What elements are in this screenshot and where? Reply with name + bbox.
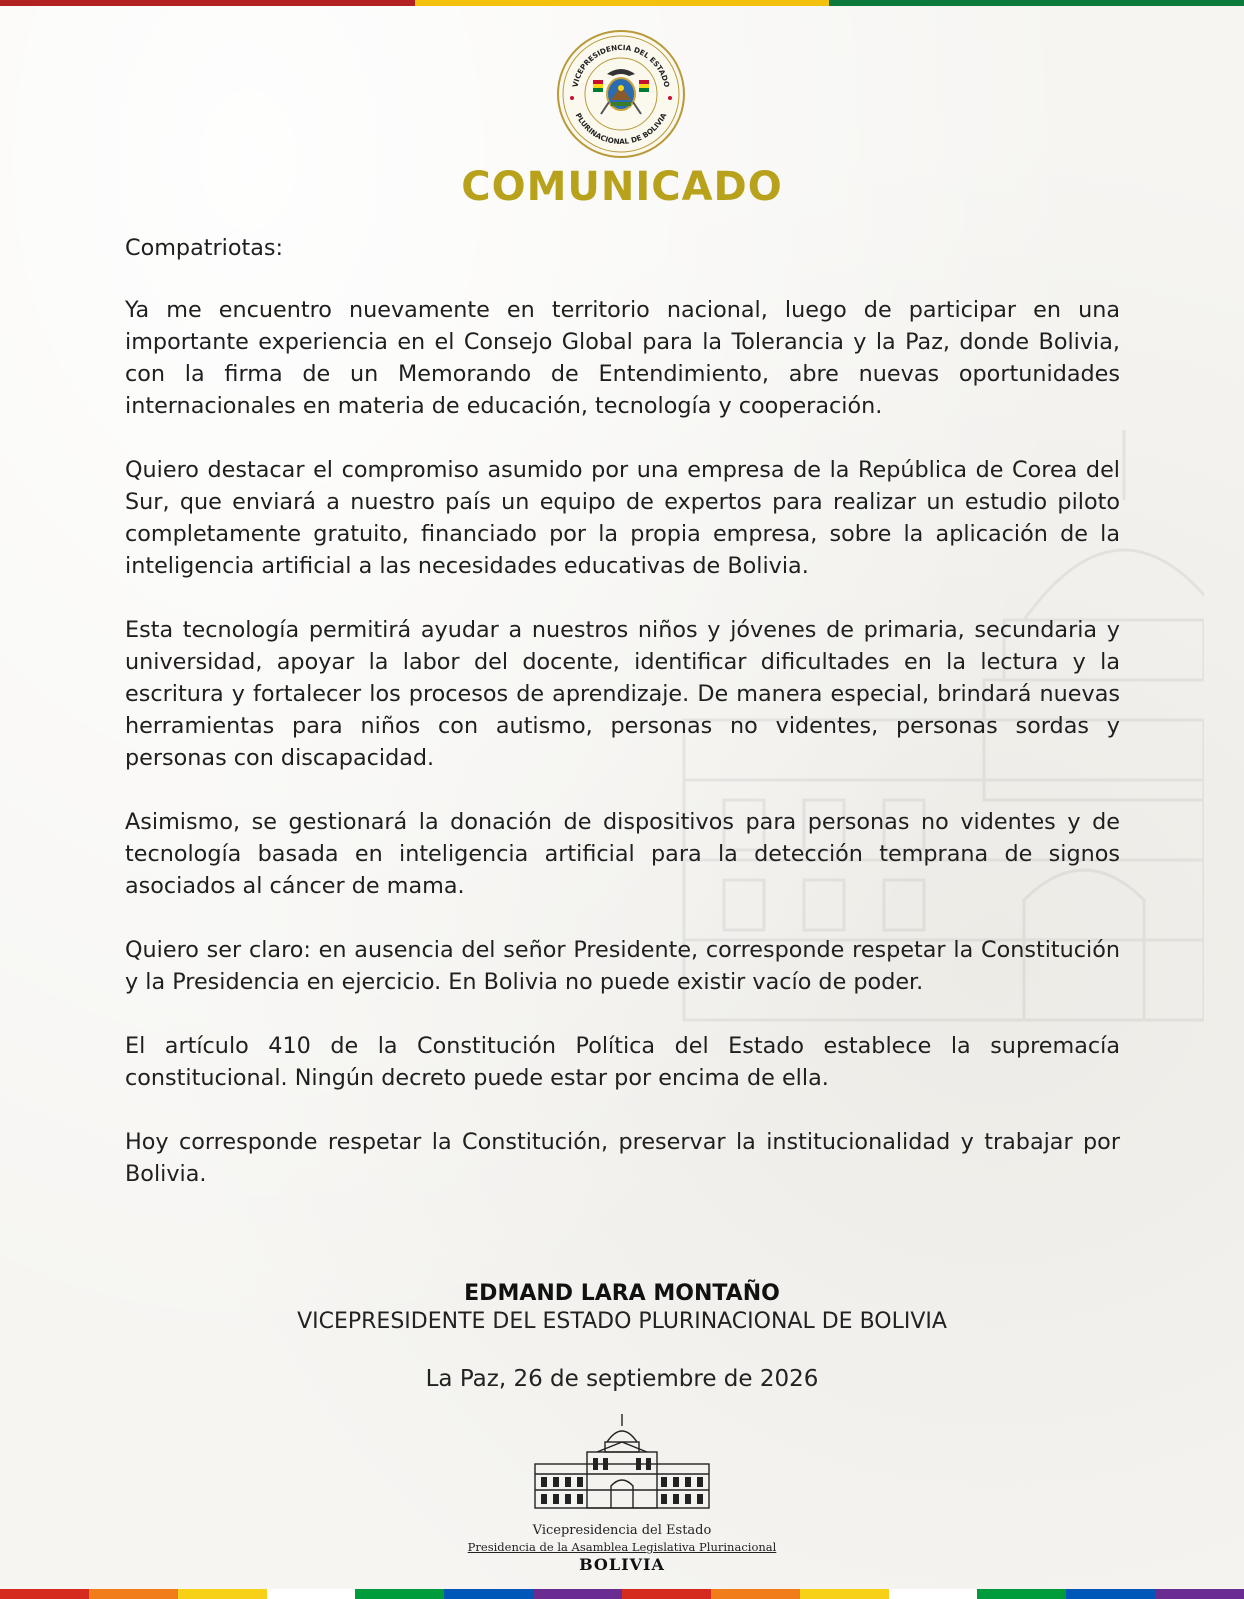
legislative-palace-building-icon bbox=[527, 1412, 717, 1512]
document-body bbox=[125, 232, 1120, 1222]
signatory-position: VICEPRESIDENTE DEL ESTADO PLURINACIONAL DE BOLIVIA bbox=[297, 1309, 947, 1334]
footer-subtitle: Presidencia de la Asamblea Legislativa Plurinacional bbox=[467, 1540, 777, 1554]
seal-top-text: VICEPRESIDENCIA DEL ESTADO bbox=[570, 42, 672, 89]
paragraph: Ya me encuentro nuevamente en territorio nacional, luego de participar en una importante experiencia en el Consejo Global para la Tolerancia y la Paz, donde Bolivia, con la firma de un Memorando de Entendimiento, abre nuevas oportunidades internacionales en materia de educación, tecnología y cooperación. bbox=[125, 297, 1120, 419]
document-title: COMUNICADO bbox=[461, 164, 783, 210]
wiphala-stripe-bottom bbox=[0, 1589, 1244, 1599]
seal-bottom-text: PLURINACIONAL DE BOLIVIA bbox=[573, 111, 669, 147]
coat-of-arms-seal-icon bbox=[555, 28, 687, 160]
flag-stripe-top bbox=[0, 0, 1244, 6]
signature-block bbox=[0, 1280, 1244, 1336]
footer-institution: Vicepresidencia del Estado bbox=[532, 1523, 712, 1538]
paragraph: El artículo 410 de la Constitución Política del Estado establece la supremacía constitucional. Ningún decreto puede estar por encima de ella. bbox=[125, 1033, 1120, 1091]
place-and-date: La Paz, 26 de septiembre de 2026 bbox=[425, 1366, 819, 1392]
paragraph: Quiero destacar el compromiso asumido por una empresa de la República de Corea del Sur, que enviará a nuestro país un equipo de expertos para realizar un estudio piloto completamente gratuito, financiado por la propia empresa, sobre la aplicación de la inteligencia artificial a las necesidades educativas de Bolivia. bbox=[125, 457, 1120, 579]
signatory-name: EDMAND LARA MONTAÑO bbox=[464, 1281, 780, 1306]
footer-country: BOLIVIA bbox=[579, 1555, 665, 1574]
salutation: Compatriotas: bbox=[125, 235, 284, 261]
paragraph: Asimismo, se gestionará la donación de dispositivos para personas no videntes y de tecnología basada en inteligencia artificial para la detección temprana de signos asociados al cáncer de mama. bbox=[125, 809, 1120, 899]
footer-logo bbox=[0, 1412, 1244, 1575]
paragraph: Quiero ser claro: en ausencia del señor Presidente, corresponde respetar la Constitución y la Presidencia en ejercicio. En Bolivia no puede existir vacío de poder. bbox=[125, 937, 1120, 995]
paragraph: Hoy corresponde respetar la Constitución, preservar la institucionalidad y trabajar por Bolivia. bbox=[125, 1129, 1120, 1187]
paragraph: Esta tecnología permitirá ayudar a nuestros niños y jóvenes de primaria, secundaria y universidad, apoyar la labor del docente, identificar dificultades en la lectura y la escritura y fortalecer los procesos de aprendizaje. De manera especial, brindará nuevas herramientas para niños con autismo, personas no videntes, personas sordas y personas con discapacidad. bbox=[125, 617, 1120, 771]
